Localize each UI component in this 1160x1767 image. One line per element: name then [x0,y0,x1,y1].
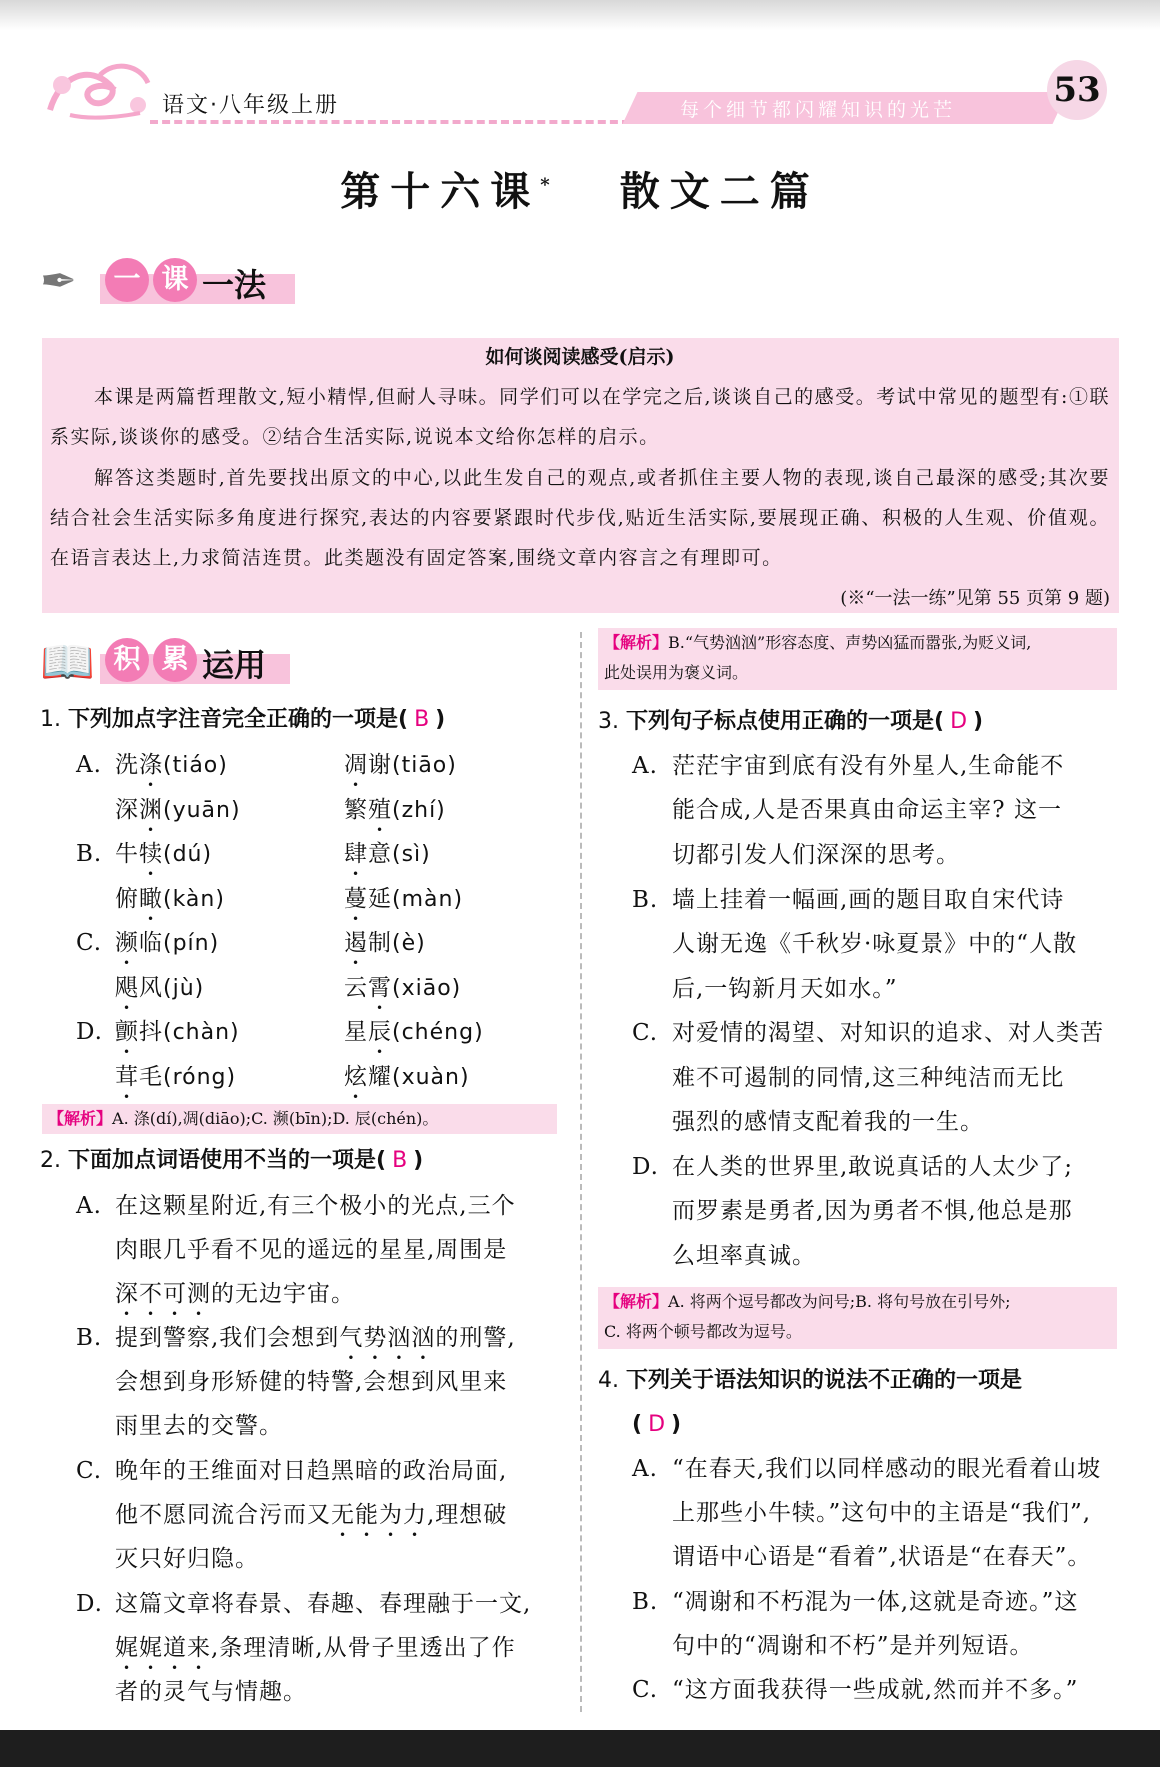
analysis-tag: 【解析】 [604,633,669,652]
q3-option-d-line-2: 而罗素是勇者,因为勇者不惧,他总是那 [672,1198,1073,1224]
dotted-char: 飓 [115,974,139,1001]
method-paragraph-1: 本课是两篇哲理散文,短小精悍,但耐人寻味。同学们可以在学完之后,谈谈自己的感受。考试中常见的题型有:①联系实际,谈谈你的感受。②结合生活实际,说说本文给你怎样的启示。 [50,386,1110,448]
q3-option-a-line-3: 切都引发人们深深的思考。 [672,842,960,868]
q3-option-d-line-1: 在人类的世界里,敢说真话的人太少了; [672,1154,1074,1180]
word-char: 延 [368,885,392,912]
dotted-char: 犊 [139,841,163,867]
word-char: 意 [368,841,392,867]
pinyin: (tiáo) [163,753,228,778]
dotted-char: 颤 [115,1019,139,1045]
q4-option-a-line-1: “在春天,我们以同样感动的眼光看着山坡 [672,1456,1102,1482]
flourish-icon [40,55,160,125]
word-char: 制 [368,930,392,956]
q1-word-left [115,832,212,881]
word-char: 云 [344,974,368,1001]
analysis-text: B.“气势汹汹”形容态度、声势凶猛而嚣张,为贬义词, [668,633,1032,652]
dotted-char: 炫 [344,1063,368,1090]
q2-option-b-label: B. [76,1325,103,1351]
q3-option-d-line-3: 么坦率真诚。 [672,1243,816,1269]
dotted-phrase: 娓娓道来 [115,1635,211,1661]
q2-option-a-label: A. [76,1193,102,1219]
pinyin: (è) [392,931,426,956]
option-label: A. [76,752,102,778]
q4-option-b-line-2: 句中的“凋谢和不朽”是并列短语。 [672,1633,1034,1659]
lesson-subtitle: 散文二篇 [619,168,820,215]
dotted-char: 凋 [344,752,368,778]
question-text: 下列句子标点使用正确的一项是( [626,709,945,734]
q2-option-a-line-3 [115,1272,355,1321]
q1-word-right [344,877,463,926]
pinyin: (kàn) [163,886,225,912]
q2-option-c-label: C. [76,1458,103,1484]
q3-option-a-line-2: 能合成,人是否果真由命运主宰? 这一 [672,797,1062,823]
open-book-quill-icon: 📖 [40,637,95,688]
word-char: 洗 [115,752,139,778]
question-text-end: ) [973,709,984,734]
analysis-text: A. 涤(dí),凋(diāo);C. 濒(bīn);D. 辰(chén)。 [112,1109,439,1128]
question-number: 2. [40,1148,61,1173]
pinyin: (sì) [392,842,431,867]
q1-option-label [76,743,102,788]
word-char: 毛 [139,1063,163,1090]
dotted-char: 瞰 [139,885,163,912]
q2-option-b-line-2: 会想到身形矫健的特警,会想到风里来 [115,1369,508,1395]
section-bubble-1: 一 [105,258,149,302]
dotted-char: 蔓 [344,885,368,912]
section-bubble-1: 积 [105,638,149,682]
q2-option-c-line-2 [115,1493,507,1542]
pinyin: (xiāo) [392,975,462,1001]
question-3-stem [598,700,983,744]
q3-option-b-line-1: 墙上挂着一幅画,画的题目取自宋代诗 [672,887,1065,913]
answer-mark: D [950,709,968,734]
analysis-text: C. 将两个顿号都改为逗号。 [604,1322,802,1341]
q1-option-label [76,832,102,877]
q1-option-label [76,1010,103,1055]
line-text: ,理想破 [427,1502,508,1528]
q1-word-right [344,966,461,1015]
q2-option-d-line-3: 者的灵气与情趣。 [115,1679,307,1705]
pinyin: (pín) [163,931,220,956]
pinyin: (yuān) [163,797,241,823]
q1-word-left [115,788,241,837]
question-4-stem [598,1359,1022,1403]
page-number: 53 [1047,60,1107,120]
top-edge [0,0,1160,30]
q1-option-label [76,921,102,966]
question-text-end: ) [435,707,446,732]
line-text: 的无边宇宙。 [211,1281,355,1307]
question-text: 下列关于语法知识的说法不正确的一项是 [626,1368,1023,1393]
question-number: 4. [598,1368,619,1393]
q3-option-b-line-2: 人谢无逸《千秋岁·咏夏景》中的“人散 [672,931,1078,957]
question-1-analysis [42,1104,557,1134]
q2-option-c-line-3: 灭只好归隐。 [115,1546,259,1572]
q1-word-right [344,743,457,792]
pinyin: (zhí) [392,797,446,823]
answer-mark: B [414,707,430,732]
pinyin: (tiāo) [392,753,457,778]
line-text: ,条理清晰,从骨子里透出了作 [211,1635,516,1661]
q3-option-c-line-2: 难不可遏制的同情,这三种纯洁而无比 [672,1065,1065,1091]
header-slogan: 每个细节都闪耀知识的光芒 [680,99,957,121]
option-label: D. [76,1019,103,1045]
paren: ) [671,1412,682,1437]
q1-word-left [115,877,225,926]
subject-label: 语文·八年级上册 [162,93,339,118]
quill-inkpot-icon: ✒ [40,256,77,307]
line-text: 他不愿同流合污而又 [115,1502,331,1528]
q1-word-left [115,1010,240,1059]
dotted-char: 遏 [344,930,368,956]
dotted-char: 濒 [115,930,139,956]
q2-option-a-line-1: 在这颗星附近,有三个极小的光点,三个 [115,1193,516,1219]
dotted-char: 茸 [115,1063,139,1090]
question-3-analysis [598,1287,1117,1349]
option-label: C. [76,930,103,956]
pinyin: (róng) [163,1064,237,1090]
analysis-tag: 【解析】 [604,1292,669,1311]
q2-option-b-line-3: 雨里去的交警。 [115,1413,283,1439]
pinyin: (dú) [163,842,213,867]
dotted-char: 涤 [139,752,163,778]
q3-option-a-line-1: 茫茫宇宙到底有没有外星人,生命能不 [672,753,1065,779]
dotted-phrase: 无能为力 [331,1502,427,1528]
q4-option-b-label: B. [632,1589,659,1615]
analysis-text: 此处误用为褒义词。 [604,663,749,682]
question-number: 3. [598,709,619,734]
question-text-end: ) [413,1148,424,1173]
header-dash-line [150,120,630,124]
q4-option-a-line-2: 上那些小牛犊。”这句中的主语是“我们”, [672,1500,1092,1526]
analysis-text: A. 将两个逗号都改为问号;B. 将句号放在引号外; [668,1292,1011,1311]
dotted-char: 渊 [139,796,163,823]
q3-option-a-label: A. [632,753,658,779]
q4-option-a-line-3: 谓语中心语是“看着”,状语是“在春天”。 [672,1544,1092,1570]
q2-option-d-line-2 [115,1626,516,1675]
answer-mark: D [648,1412,666,1437]
q3-option-c-line-3: 强烈的感情支配着我的一生。 [672,1109,984,1135]
question-number: 1. [40,707,61,732]
method-reference: (※“一法一练”见第 55 页第 9 题) [840,588,1110,609]
q1-word-left [115,921,219,970]
dotted-char: 肆 [344,841,368,867]
q1-word-right [344,1055,470,1104]
q4-option-a-label: A. [632,1456,658,1482]
pinyin: (jù) [163,975,205,1001]
q1-word-left [115,1055,236,1104]
dotted-char: 辰 [368,1019,392,1045]
pinyin: (màn) [392,886,464,912]
word-char: 繁 [344,796,368,823]
q1-word-right [344,832,431,881]
q3-option-c-line-1: 对爱情的渴望、对知识的追求、对人类苦 [672,1020,1104,1046]
q1-word-left [115,743,228,792]
dotted-char: 霄 [368,974,392,1001]
q4-option-c-line-1: “这方面我获得一些成就,然而并不多。” [672,1677,1079,1703]
dotted-phrase: 气势汹汹 [339,1325,436,1351]
column-divider [580,632,582,1712]
word-char: 抖 [139,1019,163,1045]
q2-option-d-line-1: 这篇文章将春景、春趣、春理融于一文, [115,1591,532,1617]
question-1-stem [40,698,445,742]
q2-option-a-line-2: 肉眼几乎看不见的遥远的星星,周围是 [115,1237,508,1263]
q4-option-c-label: C. [632,1677,659,1703]
pinyin: (chàn) [163,1020,240,1045]
section-heading-text: 一法 [202,266,267,304]
line-text: 的刑警, [435,1325,516,1351]
q3-option-d-label: D. [632,1154,659,1180]
lesson-title [0,160,1160,217]
q2-option-c-line-1: 晚年的王维面对日趋黑暗的政治局面, [115,1458,508,1484]
q3-option-b-label: B. [632,887,659,913]
paren: ( [632,1412,643,1437]
question-4-answer [632,1403,681,1447]
lesson-mark: * [540,174,560,196]
q1-word-right [344,1010,484,1059]
question-text: 下面加点词语使用不当的一项是( [68,1148,387,1173]
section-bubble-2: 累 [153,638,197,682]
word-char: 深 [115,796,139,823]
method-paragraph-2: 解答这类题时,首先要找出原文的中心,以此生发自己的观点,或者抓住主要人物的表现,谈自己最深的感受;其次要结合社会生活实际多角度进行探究,表达的内容要紧跟时代步伐,贴近生活实际,要展现正确、积极的人生观、价值观。在语言表达上,力求简洁连贯。此类题没有固定答案,围绕文章内容言之有理即可。 [50,467,1110,569]
question-2-analysis [598,628,1117,690]
section-practice-heading [40,636,300,688]
q3-option-b-line-3: 后,一钩新月天如水。” [672,976,898,1002]
q2-option-b-line-1 [115,1316,516,1365]
section-heading-text: 运用 [202,646,267,684]
pinyin: (xuàn) [392,1064,470,1090]
q1-word-right [344,788,446,837]
q2-option-d-label: D. [76,1591,103,1617]
word-char: 牛 [115,841,139,867]
analysis-tag: 【解析】 [48,1109,113,1128]
pinyin: (chéng) [392,1020,484,1045]
word-char: 耀 [368,1063,392,1090]
word-char: 俯 [115,885,139,912]
question-text: 下列加点字注音完全正确的一项是( [68,707,409,732]
word-char: 临 [139,930,163,956]
line-text: 提到警察,我们会想到 [115,1325,340,1351]
option-label: B. [76,841,103,867]
method-box-title: 如何谈阅读感受(启示) [485,346,675,368]
q1-word-left [115,966,204,1015]
question-2-stem [40,1139,423,1183]
lesson-number: 第十六课 [340,168,541,215]
answer-mark: B [392,1148,408,1173]
word-char: 谢 [368,752,392,778]
word-char: 风 [139,974,163,1001]
q3-option-c-label: C. [632,1020,659,1046]
dotted-phrase: 深不可测 [115,1281,211,1307]
section-bubble-2: 课 [153,258,197,302]
bottom-bar [0,1730,1160,1767]
q1-word-right [344,921,426,970]
dotted-char: 殖 [368,796,392,823]
word-char: 星 [344,1019,368,1045]
q4-option-b-line-1: “凋谢和不朽混为一体,这就是奇迹。”这 [672,1589,1079,1615]
section-method-heading [40,256,300,307]
